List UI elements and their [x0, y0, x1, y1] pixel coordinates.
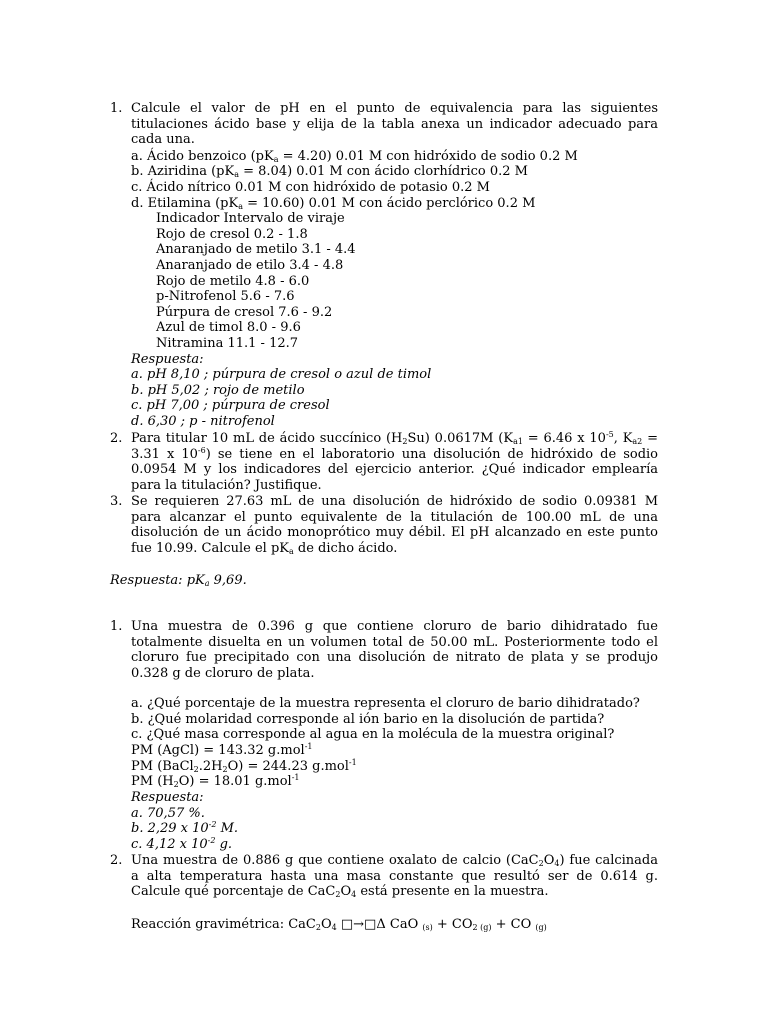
- answer-label: Respuesta:: [131, 790, 204, 805]
- indicator-row: Anaranjado de etilo 3.4 - 4.8: [156, 258, 344, 273]
- answer-line: a. pH 8,10 ; púrpura de cresol o azul de timol: [131, 367, 432, 382]
- answer-label: Respuesta:: [131, 352, 204, 367]
- question-number: 1.: [110, 619, 123, 634]
- indicator-row: Púrpura de cresol 7.6 - 9.2: [156, 305, 333, 320]
- indicator-row: Rojo de cresol 0.2 - 1.8: [156, 227, 308, 242]
- indicator-row: Rojo de metilo 4.8 - 6.0: [156, 274, 310, 289]
- question-text: Calcule el valor de pH en el punto de equivalencia para las siguientes titulaciones ácido base y elija de la tabla anexa un indicador adecuado para cada una.: [131, 101, 658, 148]
- question-number: 3.: [110, 494, 123, 509]
- question-text: Se requieren 27.63 mL de una disolución de hidróxido de sodio 0.09381 M para alcanzar el punto equivalente de la titulación de 100.00 mL de una disolución de un ácido monoprótico muy débil. El pH alcanzado en este punto fue 10.99. Calcule el $pK_a$ de dicho ácido.: [131, 494, 658, 556]
- answer-line: c. 4,12 x $10^{-2}$ g.: [131, 836, 233, 852]
- question-number: 2.: [110, 853, 123, 868]
- s1-final-answer: Respuesta: $pK_a$ 9,69.: [110, 573, 247, 588]
- s1-q1-item-a: a. Ácido benzoico $(pK_a = 4.20)$ 0.01 M con hidróxido de sodio 0.2 M: [131, 149, 578, 164]
- question-text: Una muestra de 0.886 g que contiene oxalato de calcio $(CaC_2O_4)$ fue calcinada a alta temperatura hasta una masa constante que resultó ser de 0.614 g. Calcule qué porcentaje de $CaC_2O_4$ está presente en la muestra.: [131, 853, 658, 900]
- s1-question-3: [110, 494, 658, 556]
- molar-mass-water: PM $(H_2O) = 18.01$ g.mol$^{-1}$: [131, 773, 300, 789]
- answer-line: b. pH 5,02 ; rojo de metilo: [131, 383, 305, 398]
- s1-q1-item-d: d. Etilamina $(pK_a = 10.60)$ 0.01 M con ácido perclórico 0.2 M: [131, 196, 536, 211]
- answer-line: d. 6,30 ; p - nitrofenol: [131, 414, 275, 429]
- indicator-row: Azul de timol 8.0 - 9.6: [156, 320, 301, 335]
- s2-q1-item-b: b. ¿Qué molaridad corresponde al ión bario en la disolución de partida?: [131, 712, 605, 727]
- s1-question-1: [110, 101, 658, 148]
- s2-q1-item-a: a. ¿Qué porcentaje de la muestra representa el cloruro de bario dihidratado?: [131, 696, 640, 711]
- s2-q1-item-c: c. ¿Qué masa corresponde al agua en la molécula de la muestra original?: [131, 727, 615, 742]
- indicator-row: Anaranjado de metilo 3.1 - 4.4: [156, 242, 356, 257]
- answer-line: c. pH 7,00 ; púrpura de cresol: [131, 398, 330, 413]
- molar-mass-agcl: PM (AgCl) = 143.32 g.mol$^{-1}$: [131, 742, 313, 758]
- indicator-row: Nitramina 11.1 - 12.7: [156, 336, 299, 351]
- question-number: 2.: [110, 431, 123, 446]
- s1-q1-item-b: b. Aziridina $(pK_a = 8.04)$ 0.01 M con ácido clorhídrico 0.2 M: [131, 164, 528, 179]
- s2-question-1: [110, 619, 658, 681]
- s2-question-2: [110, 853, 658, 900]
- question-text: Una muestra de 0.396 g que contiene cloruro de bario dihidratado fue totalmente disuelta en un volumen total de 50.00 mL. Posteriormente todo el cloruro fue precipitado con una disolución de nitrato de plata y se produjo 0.328 g de cloruro de plata.: [131, 619, 658, 681]
- s1-q1-item-c: c. Ácido nítrico 0.01 M con hidróxido de potasio 0.2 M: [131, 180, 490, 195]
- answer-line: b. 2,29 x $10^{-2}$ M.: [131, 820, 239, 836]
- indicator-table-header: Indicador Intervalo de viraje: [156, 211, 345, 226]
- indicator-row: p-Nitrofenol 5.6 - 7.6: [156, 289, 295, 304]
- s1-question-2: [110, 431, 658, 493]
- question-text: Para titular 10 mL de ácido succínico $(H_2Su)$ 0.0617M ($K_{a1} = 6.46$ x $10^{-5}$, $K_{a2} = 3.31$ x $10^{-6}$) se tiene en el laboratorio una disolución de hidróxido de sodio 0.0954 M y los indicadores del ejercicio anterior. ¿Qué indicador emplearía para la titulación? Justifique.: [131, 430, 658, 493]
- answer-line: a. 70,57 %.: [131, 806, 205, 821]
- question-number: 1.: [110, 101, 123, 116]
- gravimetric-reaction: Reacción gravimétrica: $CaC_2O_4$ □→□Δ CaO $_{(s)} + CO_{2 (g)}$ + CO $_{(g)}$: [131, 917, 547, 932]
- molar-mass-bacl2: PM $(BaCl_2.2H_2O) = 244.23$ g.mol$^{-1}$: [131, 758, 357, 774]
